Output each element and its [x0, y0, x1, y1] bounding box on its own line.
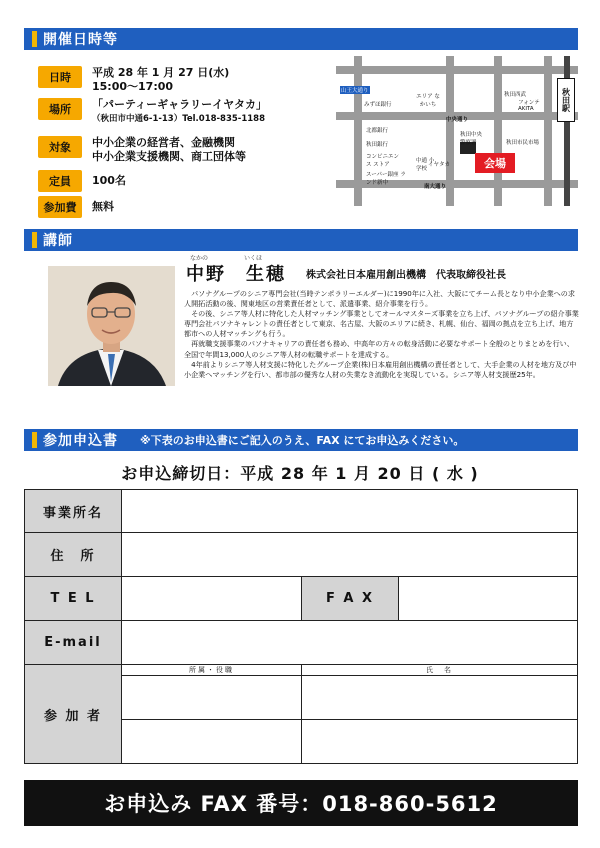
- office-label: 事業所名: [25, 490, 122, 533]
- info-row-place: [38, 98, 267, 126]
- map-label: 中通 小学校: [416, 158, 435, 172]
- date-line: 平成 28 年 1 月 27 日(水): [92, 66, 230, 79]
- map-label: 秋田市民市場: [506, 140, 540, 146]
- map-label: 中央通り: [446, 117, 469, 123]
- info-row-capacity: [38, 170, 126, 192]
- tag-date: 日時: [38, 66, 82, 88]
- tag-capacity: 定員: [38, 170, 82, 192]
- speaker-photo: [48, 266, 175, 386]
- fax-label: F A X: [302, 577, 399, 621]
- info-row-date: [38, 66, 229, 94]
- speaker-bio: [184, 289, 580, 380]
- map-label: エリア なかいち: [416, 94, 440, 108]
- section-title: 開催日時等: [43, 32, 118, 48]
- bio-paragraph: 4年前よりシニア等人材支援に特化したグループ企業(株)日本雇用創出機構の責任者として、大手企業の人材を地方及び中小企業へマッチングを行い、都市部の優秀な人材の失業なき流動化を実現している。シニア等人材支援歴25年。: [184, 359, 577, 379]
- tel-field[interactable]: [122, 577, 302, 621]
- capacity-value: 100名: [92, 174, 126, 187]
- section-note: ※下表のお申込書にご記入のうえ、FAX にてお申込みください。: [140, 434, 465, 447]
- map-label: 秋田銀行: [366, 142, 389, 148]
- target-line-1: 中小企業の経営者、金融機関: [92, 136, 235, 149]
- place-address: （秋田市中通6-1-13）Tel.018-835-1188: [92, 114, 265, 124]
- map-label: 山王大通り: [341, 88, 369, 94]
- time-line: 15:00～17:00: [92, 80, 174, 93]
- participant-1-dept-field[interactable]: [122, 676, 302, 720]
- map-label: スーパー銀座 ランド新中: [366, 172, 406, 186]
- dept-column-header: 所属・役職: [122, 665, 302, 676]
- map-label: 秋田西武: [504, 92, 527, 98]
- section-title: 講師: [43, 233, 73, 249]
- bio-paragraph: パソナグループのシニア専門会社(当時テンポラリーエルダー)に1990年に入社、大阪にてチーム長となり中小企業への求人開拓活動の後、関東地区の営業責任者として、派遣事業、紹介事業を行う。: [184, 289, 575, 309]
- fax-field[interactable]: [399, 577, 578, 621]
- section-marker: [32, 232, 37, 248]
- tag-target: 対象: [38, 136, 82, 158]
- venue-building-label: イヤタカ: [428, 162, 450, 168]
- name-column-header: 氏 名: [302, 665, 578, 676]
- section-header-event: [24, 28, 578, 50]
- tag-fee: 参加費: [38, 196, 82, 218]
- email-label: E-mail: [25, 621, 122, 665]
- office-field[interactable]: [122, 490, 578, 533]
- section-marker: [32, 432, 37, 448]
- info-row-fee: [38, 196, 114, 218]
- target-line-2: 中小企業支援機関、商工団体等: [92, 150, 246, 163]
- fax-number-banner: お申込み FAX 番号：018-860-5612: [24, 780, 578, 826]
- place-name: 「パーティーギャラリーイヤタカ」: [92, 98, 268, 111]
- participants-label: 参 加 者: [25, 665, 122, 764]
- tel-label: T E L: [25, 577, 122, 621]
- section-header-speaker: [24, 229, 578, 251]
- bio-paragraph: その後、シニア等人材に特化した人材マッチング事業としてオールマスターズ事業を立ち上げ、パソナグループの紹介事業専門会社パソナキャレントの責任者として東京、名古屋、大阪のエリアに続き、札幌、仙台、福岡の拠点を立ち上げ、地方都市への人材マッチングも行う。: [184, 309, 579, 339]
- map-label: コンビニエンス ストア: [366, 154, 400, 168]
- map-label: 北都銀行: [366, 128, 389, 134]
- map-label: 秋田中央 警察署: [460, 132, 483, 146]
- address-field[interactable]: [122, 533, 578, 577]
- speaker-ruby-given: いくほ: [244, 255, 263, 262]
- email-field[interactable]: [122, 621, 578, 665]
- section-title: 参加申込書: [43, 433, 118, 449]
- tag-place: 場所: [38, 98, 82, 120]
- deadline-text: お申込締切日：平成 28 年 1 月 20 日 ( 水 ): [121, 464, 479, 483]
- venue-badge: 会場: [475, 153, 515, 173]
- map-label: みずほ銀行: [364, 102, 392, 108]
- station-label: 秋田駅: [557, 78, 575, 122]
- application-form: [24, 489, 578, 764]
- map-label: 南大通り: [424, 184, 447, 190]
- participant-1-name-field[interactable]: [302, 676, 578, 720]
- fee-value: 無料: [92, 200, 114, 213]
- speaker-ruby-family: なかの: [190, 255, 209, 262]
- map-label: フォンテ AKITA: [518, 100, 540, 112]
- section-marker: [32, 31, 37, 47]
- address-label: 住 所: [25, 533, 122, 577]
- venue-map: [336, 56, 578, 206]
- bio-paragraph: 再就職支援事業のパソナキャリアの責任者も務め、中高年の方々の転身活動に必要なサポート全般のとりまとめを行い、全国で年間13,000人のシニア等人材の転職サポートを達成する。: [184, 339, 574, 359]
- participant-2-dept-field[interactable]: [122, 720, 302, 764]
- participant-2-name-field[interactable]: [302, 720, 578, 764]
- info-row-target: [38, 136, 246, 164]
- section-header-application: [24, 429, 578, 451]
- speaker-title: 株式会社日本雇用創出機構 代表取締役社長: [306, 270, 506, 281]
- speaker-name: 中野 生穂: [186, 264, 286, 285]
